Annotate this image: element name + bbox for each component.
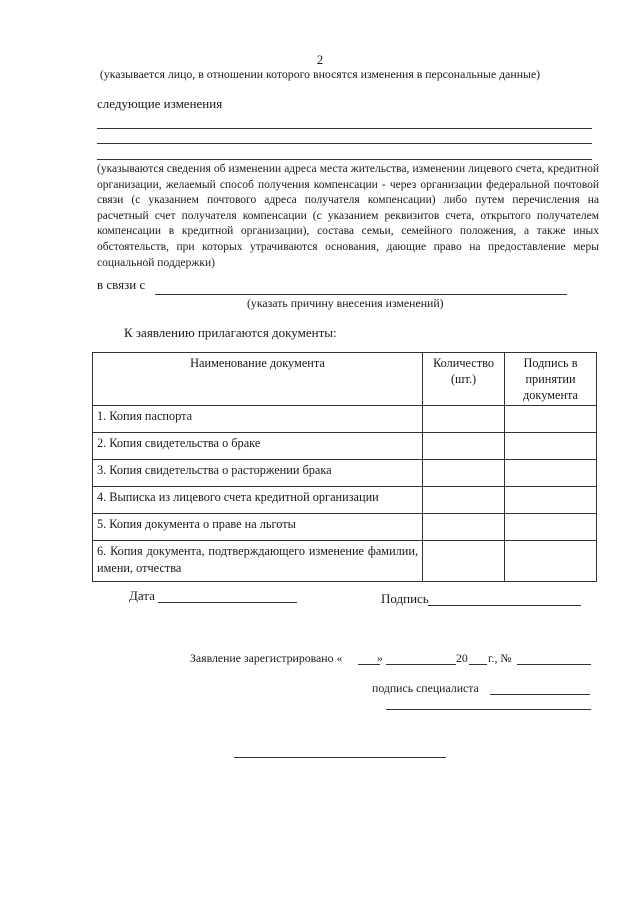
registered-number-blank[interactable] [517,664,591,665]
quantity-cell[interactable] [423,541,505,582]
specialist-name-blank[interactable] [386,709,591,710]
document-name-cell: 1. Копия паспорта [93,406,423,433]
signature-cell[interactable] [505,460,597,487]
signature-cell[interactable] [505,514,597,541]
bottom-blank-line[interactable] [234,757,446,758]
header-signature: Подпись в принятии документа [505,353,597,406]
table-row [93,487,597,514]
date-label: Дата [129,588,155,603]
document-name-cell: 5. Копия документа о праве на льготы [93,514,423,541]
document-name-cell: 4. Выписка из лицевого счета кредитной организации [93,487,423,514]
specialist-signature-blank[interactable] [490,694,590,695]
changes-blank-line-3[interactable] [97,159,592,160]
documents-table [92,352,597,582]
signature-cell[interactable] [505,433,597,460]
table-header-row [93,353,597,406]
table-row [93,406,597,433]
quantity-cell[interactable] [423,487,505,514]
reason-caption: (указать причину внесения изменений) [247,296,444,310]
quantity-cell[interactable] [423,433,505,460]
changes-blank-line-1[interactable] [97,128,592,129]
header-document-name: Наименование документа [93,353,423,406]
quantity-cell[interactable] [423,460,505,487]
header-quantity: Количество (шт.) [423,353,505,406]
page-number: 2 [316,52,324,67]
document-name-cell: 6. Копия документа, подтверждающего изменение фамилии, имени, отчества [93,541,423,582]
table-row [93,460,597,487]
table-row [93,514,597,541]
registered-year-suffix: г., № [488,651,512,665]
registered-prefix: Заявление зарегистрировано « [190,651,343,665]
table-row [93,433,597,460]
registered-close-quote: » [377,651,383,665]
specialist-signature-label: подпись специалиста [372,681,479,695]
person-caption: (указывается лицо, в отношении которого вносятся изменения в персональные данные) [99,67,541,81]
quantity-cell[interactable] [423,406,505,433]
changes-caption: (указываются сведения об изменении адреса места жительства, изменении лицевого счета, кредитной организации, желаемый способ получения компенсации - через организации федеральной почтовой связи (с указанием почтового адреса получателя компенсации) либо путем перечисления на расчетный счет получателя компенсации (с указанием реквизитов счета, открытого получателем компенсации в кредитной организации), состава семьи, семейного положения, а также иных обстоятельств, при которых утрачиваются основания, дающие право на предоставление меры социальной поддержки) [97,163,599,269]
signature-cell[interactable] [505,406,597,433]
date-blank-line[interactable] [158,602,297,603]
quantity-cell[interactable] [423,514,505,541]
registered-year-blank[interactable] [469,664,487,665]
reason-label: в связи с [97,277,146,292]
signature-label: Подпись [381,591,429,606]
attachments-heading: К заявлению прилагаются документы: [124,325,337,340]
changes-blank-line-2[interactable] [97,143,592,144]
reason-blank-line[interactable] [155,294,567,295]
table-row [93,541,597,582]
signature-cell[interactable] [505,487,597,514]
changes-label: следующие изменения [97,96,223,111]
registered-year-prefix: 20 [456,651,468,665]
registered-month-blank[interactable] [386,664,456,665]
document-name-cell: 3. Копия свидетельства о расторжении брака [93,460,423,487]
signature-blank-line[interactable] [428,605,581,606]
document-name-cell: 2. Копия свидетельства о браке [93,433,423,460]
signature-cell[interactable] [505,541,597,582]
